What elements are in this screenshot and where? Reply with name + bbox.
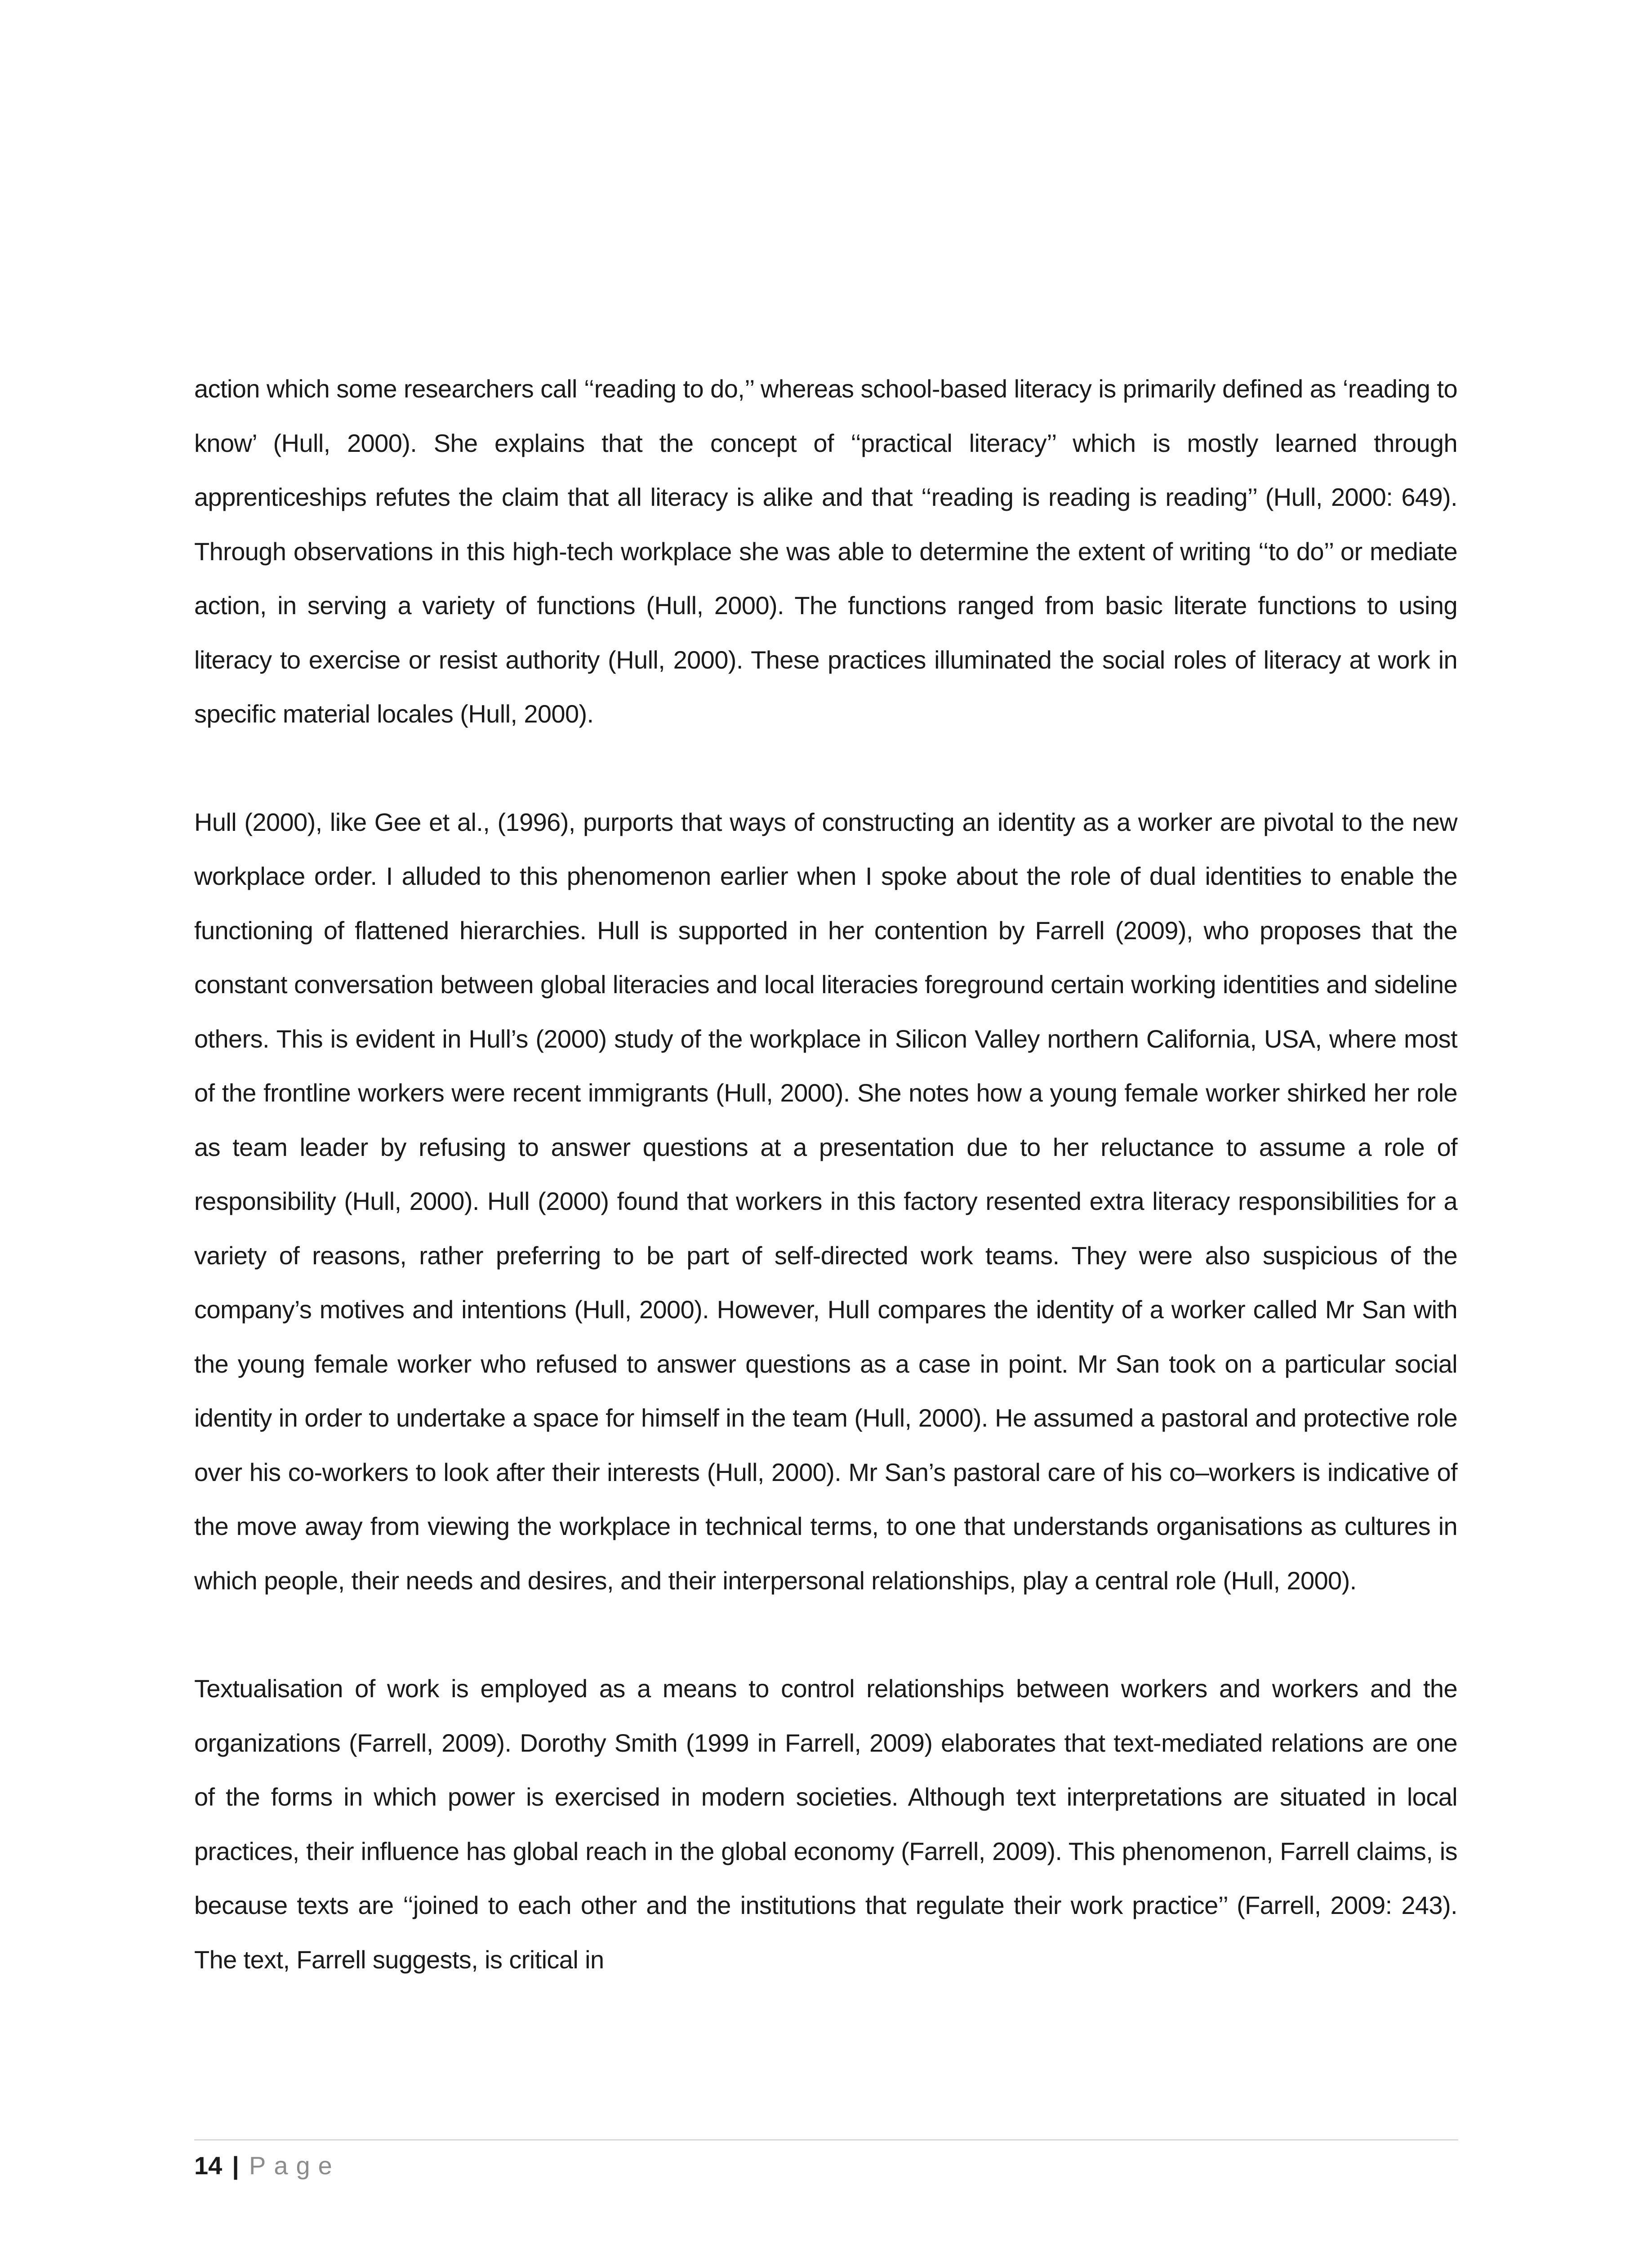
page-footer (194, 2145, 340, 2186)
paragraph-1: action which some researchers call ‘‘reading to do,’’ whereas school-based literacy is primarily defined as ‘reading to know’ (Hull, 2000). She explains that the concept of ‘‘practical literacy’’ which is mostly learned through apprenticeships refutes the claim that all literacy is alike and that ‘‘reading is reading is reading’’ (Hull, 2000: 649). Through observations in this high-tech workplace she was able to determine the extent of writing ‘‘to do’’ or mediate action, in serving a variety of functions (Hull, 2000). The functions ranged from basic literate functions to using literacy to exercise or resist authority (Hull, 2000). These practices illuminated the social roles of literacy at work in specific material locales (Hull, 2000). (194, 375, 1457, 728)
page-number: 14 (194, 2151, 223, 2180)
footer-divider (194, 2139, 1458, 2141)
paragraph-2: Hull (2000), like Gee et al., (1996), purports that ways of constructing an identity as a worker are pivotal to the new workplace order. I alluded to this phenomenon earlier when I spoke about the role of dual identities to enable the functioning of flattened hierarchies. Hull is supported in her contention by Farrell (2009), who proposes that the constant conversation between global literacies and local literacies foreground certain working identities and sideline others. This is evident in Hull’s (2000) study of the workplace in Silicon Valley northern California, USA, where most of the frontline workers were recent immigrants (Hull, 2000). She notes how a young female worker shirked her role as team leader by refusing to answer questions at a presentation due to her reluctance to assume a role of responsibility (Hull, 2000). Hull (2000) found that workers in this factory resented extra literacy responsibilities for a variety of reasons, rather preferring to be part of self-directed work teams. They were also suspicious of the company’s motives and intentions (Hull, 2000). However, Hull compares the identity of a worker called Mr San with the young female worker who refused to answer questions as a case in point. Mr San took on a particular social identity in order to undertake a space for himself in the team (Hull, 2000). He assumed a pastoral and protective role over his co-workers to look after their interests (Hull, 2000). Mr San’s pastoral care of his co–workers is indicative of the move away from viewing the workplace in technical terms, to one that understands organisations as cultures in which people, their needs and desires, and their interpersonal relationships, play a central role (Hull, 2000). (194, 807, 1457, 1595)
body-text (194, 362, 1457, 1987)
footer-separator: | (232, 2151, 239, 2180)
paragraph-3: Textualisation of work is employed as a means to control relationships between workers and workers and the organizations (Farrell, 2009). Dorothy Smith (1999 in Farrell, 2009) elaborates that text-mediated relations are one of the forms in which power is exercised in modern societies. Although text interpretations are situated in local practices, their influence has global reach in the global economy (Farrell, 2009). This phenomenon, Farrell claims, is because texts are ‘‘joined to each other and the institutions that regulate their work practice’’ (Farrell, 2009: 243). The text, Farrell suggests, is critical in (194, 1674, 1457, 1974)
page-label: Page (249, 2151, 340, 2180)
